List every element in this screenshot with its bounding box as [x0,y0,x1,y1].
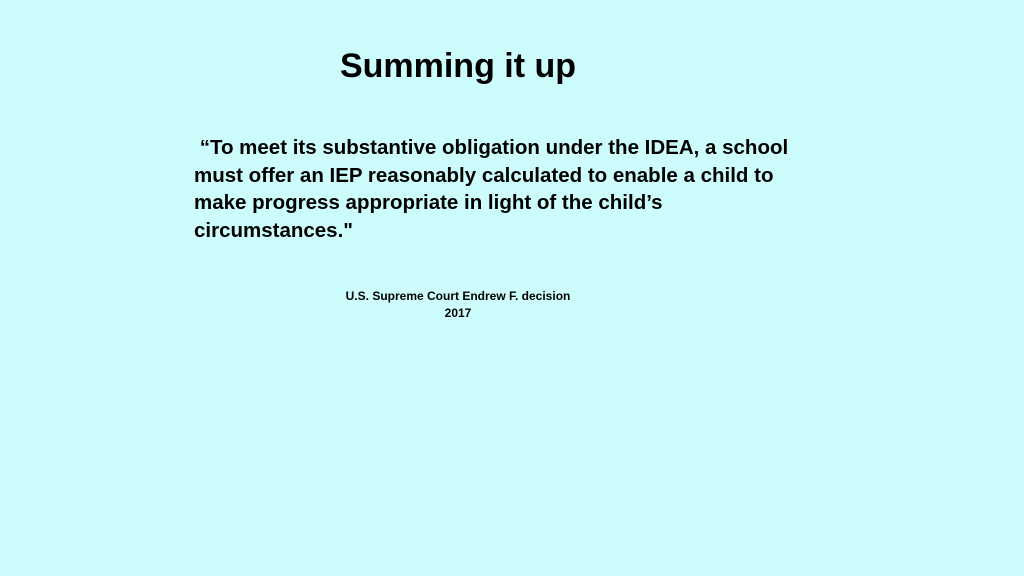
citation-year: 2017 [444,306,472,320]
slide-title: Summing it up [339,47,577,85]
quote-text [194,134,794,244]
quote-line: must offer an IEP reasonably calculated to enable a child to [194,163,774,187]
quote-line: “To meet its substantive obligation under the IDEA, a school [194,136,789,159]
quote-line: make progress appropriate in light of the child’s [194,191,663,214]
citation [308,288,608,322]
citation-source: U.S. Supreme Court Endrew F. decision [345,289,571,303]
quote-line: circumstances." [194,218,353,242]
